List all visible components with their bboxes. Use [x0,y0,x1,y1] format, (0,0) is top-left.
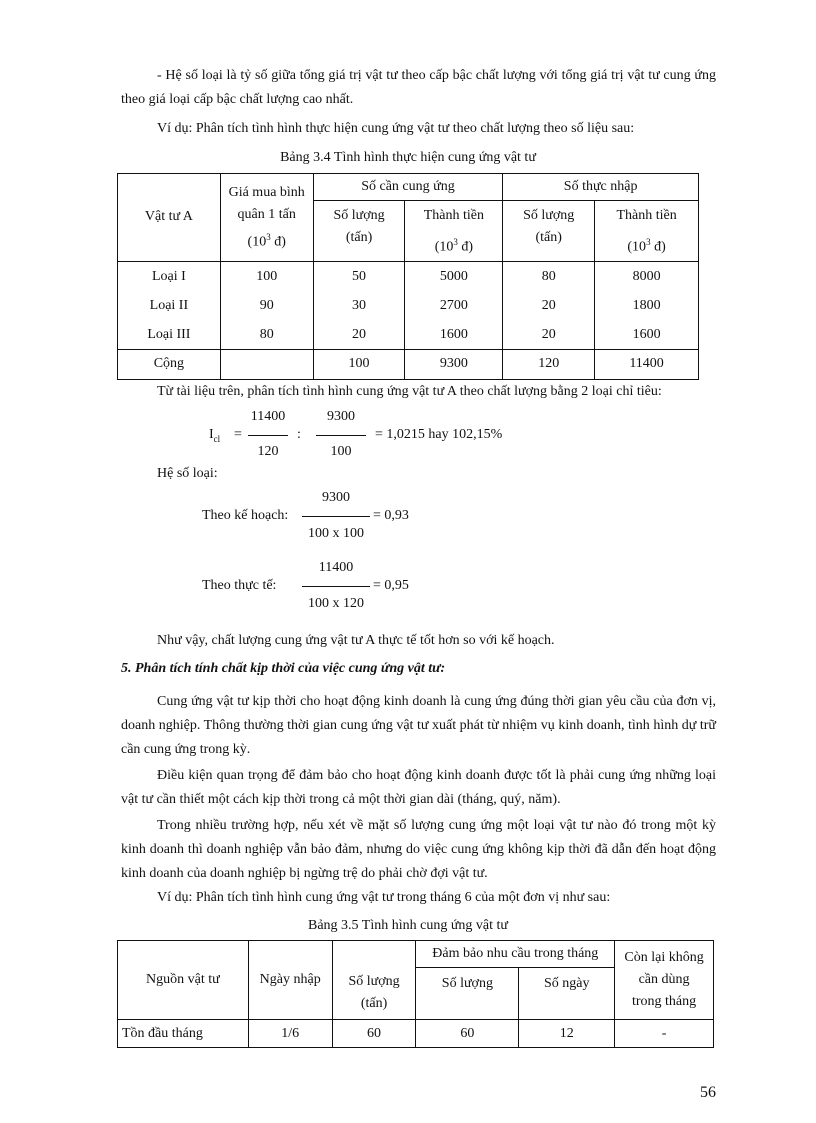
plan-denominator: 100 x 100 [308,526,364,541]
section5-paragraph-3: Trong nhiều trường hợp, nếu xét về mặt số lượng cung ứng một loại vật tư nào đó trong một kỳ kinh doanh thì doanh nghiệp vẫn bảo đảm, nhưng do việc cung ứng không kịp thời đã dẫn đến hoạt động kinh doanh của doanh nghiệp bị ngừng trệ do phải chờ đợi vật tư. [121,818,716,881]
table1-total-q1: 100 [313,349,405,379]
table1-total-a1: 9300 [405,349,503,379]
table1-header-required: Số cần cung ứng [313,174,503,201]
table1-cell: 5000 [439,268,468,284]
table1-col-a1 [405,261,503,349]
table1 [117,173,699,380]
analysis-conclusion: Như vậy, chất lượng cung ứng vật tư A thực tế tốt hơn so với kế hoạch. [157,633,555,648]
f1-line [248,435,288,436]
table1-cell: 2700 [439,297,468,313]
he-so-loai-label: Hệ số loại: [157,466,218,481]
table2-header-remaining: Còn lại không cần dùng trong tháng [615,941,714,1020]
table1-cell: 50 [352,268,367,284]
table1-header-material: Vật tư A [118,174,221,262]
table1-cell: 8000 [632,268,661,284]
plan-line [302,516,370,517]
section5-paragraph-2: Điều kiện quan trọng để đảm bảo cho hoạt động kinh doanh được tốt là phải cung ứng những loại vật tư cần thiết một cách kịp thời trong cả một thời gian dài (tháng, quý, năm). [121,768,716,807]
table2-header-source: Nguồn vật tư [118,941,249,1020]
table1-cell: Loại III [147,326,191,342]
section5-paragraph-1: Cung ứng vật tư kịp thời cho hoạt động kinh doanh là cung ứng đúng thời gian yêu cầu của đơn vị, doanh nghiệp. Thông thường thời gian cung ứng vật tư xuất phát từ nhiệm vụ kinh doanh, tình hình dự trữ cần cung ứng trong kỳ. [121,694,716,757]
actual-line [302,586,370,587]
table2-header-group-qty: Số lượng [416,968,519,1020]
table1-cell: 30 [352,297,367,313]
table1-cell: 20 [352,326,367,342]
table1-body [118,261,699,349]
table1-col-price [220,261,313,349]
table1-cell: Loại I [151,268,186,284]
table1-col-q2 [503,261,595,349]
f2-denominator: 100 [330,444,352,459]
table1-cell: 100 [256,268,278,284]
icl-label: $I_{cl}$ [209,427,221,444]
section5-heading: 5. Phân tích tính chất kịp thời của việc cung ứng vật tư: [121,661,446,676]
table1-header-amount-2: Thành tiền ($10^3$ đ) [595,201,699,262]
table1-header-qty-1: Số lượng (tấn) [313,201,405,262]
table1-cell: 80 [259,326,274,342]
table1-col-name [118,261,221,349]
page-number: 56 [700,1084,716,1101]
f2-numerator: 9300 [327,409,355,424]
table2-cell-group-qty: 60 [416,1020,519,1048]
table1-header-actual: Số thực nhập [503,174,699,201]
f1-numerator: 11400 [250,409,286,424]
table2-header-qty: Số lượng (tấn) [332,941,416,1020]
plan-result: = 0,93 [373,508,409,523]
table1-cell: 1600 [632,326,661,342]
table2-cell-group-days: 12 [519,1020,615,1048]
table2 [117,940,714,1048]
table1-col-a2 [595,261,699,349]
actual-label: Theo thực tế: [202,578,277,593]
table1-cell: 1800 [632,297,661,313]
table1-cell: 90 [259,297,274,313]
table1-cell: 20 [541,326,556,342]
table-row [118,1020,714,1048]
actual-denominator: 100 x 120 [308,596,364,611]
intro-paragraph-1: - Hệ số loại là tỷ số giữa tổng giá trị vật tư theo cấp bậc chất lượng với tổng giá trị vật tư cung ứng theo giá loại cấp bậc chất lượng cao nhất. [121,68,716,107]
analysis-intro: Từ tài liệu trên, phân tích tình hình cung ứng vật tư A theo chất lượng bằng 2 loại chỉ tiêu: [157,384,662,399]
table1-cell: 1600 [439,326,468,342]
table1-total-a2: 11400 [595,349,699,379]
table2-caption: Bảng 3.5 Tình hình cung ứng vật tư [307,918,508,933]
table2-cell-source: Tồn đầu tháng [118,1020,249,1048]
table1-total-q2: 120 [503,349,595,379]
section5-paragraph-4: Ví dụ: Phân tích tình hình cung ứng vật tư trong tháng 6 của một đơn vị như sau: [157,890,611,905]
table1-col-q1 [313,261,405,349]
plan-numerator: 9300 [322,490,350,505]
table1-total-label: Cộng [118,349,221,379]
icl-equals: = [234,427,242,442]
actual-numerator: 11400 [318,560,354,575]
icl-colon: : [297,427,301,442]
table2-header-date: Ngày nhập [248,941,332,1020]
table2-cell-qty: 60 [332,1020,416,1048]
table1-cell: 20 [541,297,556,313]
table1-header-qty-2: Số lượng (tấn) [503,201,595,262]
table2-header-group: Đảm bảo nhu cầu trong tháng [416,941,615,968]
table1-caption: Bảng 3.4 Tình hình thực hiện cung ứng vật tư [280,150,536,165]
intro-paragraph-2: Ví dụ: Phân tích tình hình thực hiện cung ứng vật tư theo chất lượng theo số liệu sau: [157,121,635,136]
icl-result: = 1,0215 hay 102,15% [375,427,503,442]
table1-cell: 80 [541,268,556,284]
plan-label: Theo kế hoạch: [202,508,289,523]
table2-cell-date: 1/6 [248,1020,332,1048]
table1-header-price: Giá mua bình quân 1 tấn ($10^3$ đ) [220,174,313,262]
f1-denominator: 120 [257,444,279,459]
f2-line [316,435,366,436]
table1-total-price [220,349,313,379]
table2-header-group-days: Số ngày [519,968,615,1020]
actual-result: = 0,95 [373,578,409,593]
table1-total-row [118,349,699,379]
table2-cell-remaining: - [615,1020,714,1048]
table1-header-amount-1: Thành tiền ($10^3$ đ) [405,201,503,262]
table1-cell: Loại II [149,297,189,313]
